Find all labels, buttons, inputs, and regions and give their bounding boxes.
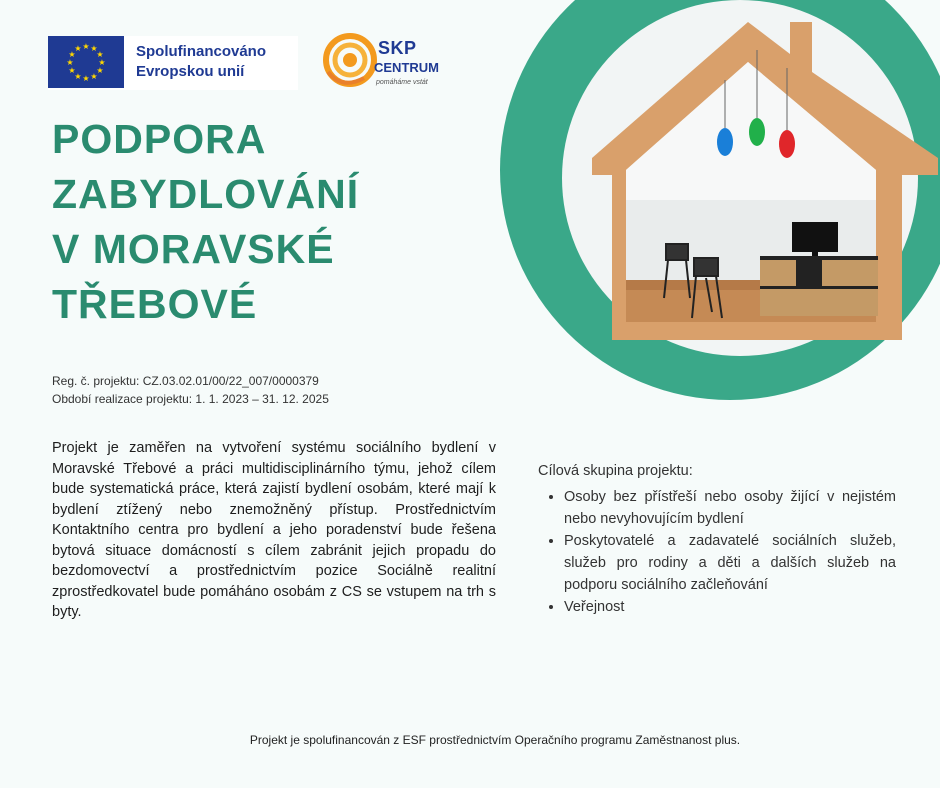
svg-text:★: ★ <box>96 66 104 75</box>
red-lamp-icon <box>779 130 795 158</box>
project-registration-info <box>52 372 329 408</box>
page-title <box>52 112 472 332</box>
title-line-3: V MORAVSKÉ <box>52 226 335 272</box>
footer-note: Projekt je spolufinancován z ESF prostřednictvím Operačního programu Zaměstnanost plus. <box>249 733 741 747</box>
skp-swirl-icon <box>322 32 380 88</box>
target-group-list <box>538 486 896 618</box>
title-line-2: ZABYDLOVÁNÍ <box>52 171 360 217</box>
svg-text:★: ★ <box>74 44 82 53</box>
project-description: Projekt je zaměřen na vytvoření systému sociálního bydlení v Moravské Třebové a práci multidisciplinárního týmu, jehož cílem bude systematická práce, která zajistí bydlení osobám, které mají k bydlení ztížený nebo znemožněný přístup. Prostřednictvím Kontaktního centra pro bydlení a jeho poradenství bude řešena bytová situace domácností s cílem zabránit jejich propadu do bezdomovectví a prostřednictvím pozice Sociálně realitní zprostředkovatel bude pomáháno osobám z CS se vstupem na trh s byty. <box>52 440 496 620</box>
eu-cofinancing-logo <box>48 36 298 90</box>
target-group <box>538 460 896 618</box>
list-item: • Veřejnost <box>564 596 896 618</box>
svg-text:★: ★ <box>66 58 74 67</box>
reg-number: Reg. č. projektu: CZ.03.02.01/00/22_007/0000379 <box>52 374 319 388</box>
eu-flag-icon <box>48 36 124 88</box>
list-item: • Osoby bez přístřeší nebo osoby žijící v nejistém nebo nevyhovujícím bydlení <box>564 486 896 530</box>
eu-text-line2: Evropskou unií <box>136 63 245 80</box>
list-item: • Poskytovatelé a zadavatelé sociálních služeb, služeb pro rodiny a děti a dalších služeb na podporu sociálního začleňování <box>564 530 896 596</box>
house-illustration <box>500 0 940 400</box>
target-group-heading: Cílová skupina projektu: <box>538 463 693 479</box>
svg-text:★: ★ <box>68 50 76 59</box>
eu-text-line1: Spolufinancováno <box>136 43 267 60</box>
blue-lamp-icon <box>717 128 733 156</box>
svg-text:★: ★ <box>90 44 98 53</box>
green-lamp-icon <box>749 118 765 146</box>
svg-text:★: ★ <box>82 42 90 51</box>
skp-tagline: pomáháme vstát <box>376 79 428 86</box>
svg-text:★: ★ <box>74 72 82 81</box>
svg-text:★: ★ <box>98 58 106 67</box>
svg-text:★: ★ <box>96 50 104 59</box>
svg-text:★: ★ <box>90 72 98 81</box>
skp-centrum-logo <box>322 30 462 94</box>
svg-text:★: ★ <box>82 74 90 83</box>
tv-icon <box>792 222 838 252</box>
title-line-4: TŘEBOVÉ <box>52 281 258 327</box>
svg-text:★: ★ <box>68 66 76 75</box>
skp-centrum-text: CENTRUM <box>374 60 439 75</box>
title-line-1: PODPORA <box>52 116 267 162</box>
skp-name: SKP <box>378 38 417 58</box>
eu-logo-text <box>136 42 266 82</box>
project-period: Období realizace projektu: 1. 1. 2023 – 31. 12. 2025 <box>52 392 329 406</box>
